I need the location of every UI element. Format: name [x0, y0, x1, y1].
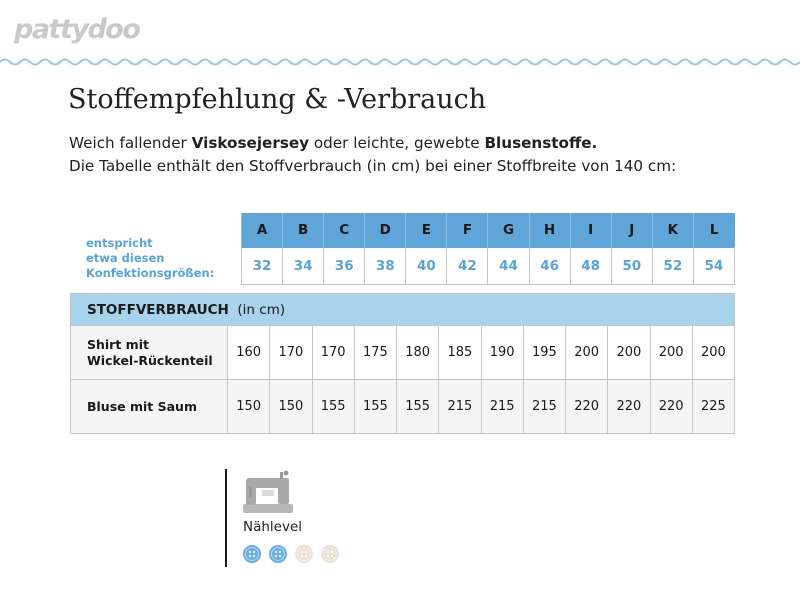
usage-cell: 225	[692, 380, 734, 434]
sewing-button-icon-filled	[268, 544, 288, 564]
usage-cell: 215	[523, 380, 565, 434]
brand-logo[interactable]: pattydoo	[14, 14, 140, 45]
intro-line-2: Die Tabelle enthält den Stoffverbrauch (in cm) bei einer Stoffbreite von 140 cm:	[69, 157, 677, 175]
intro-text	[69, 132, 676, 178]
size-number: 50	[611, 248, 652, 285]
table-row	[71, 326, 735, 380]
size-letter: E	[406, 213, 447, 248]
size-number: 44	[488, 248, 529, 285]
size-number: 32	[242, 248, 283, 285]
fabric-usage-table	[70, 293, 735, 434]
usage-cell: 180	[397, 326, 439, 380]
size-letter: I	[570, 213, 611, 248]
size-number: 36	[324, 248, 365, 285]
size-number: 34	[283, 248, 324, 285]
sewing-button-icon-empty	[320, 544, 340, 564]
usage-cell: 155	[312, 380, 354, 434]
size-table	[70, 213, 735, 285]
usage-cell: 220	[650, 380, 692, 434]
page-title: Stoffempfehlung & -Verbrauch	[68, 84, 487, 115]
usage-cell: 155	[354, 380, 396, 434]
size-letter: G	[488, 213, 529, 248]
size-letter: D	[365, 213, 406, 248]
intro-line-1: Weich fallender Viskosejersey oder leichte, gewebte Blusenstoffe.	[69, 134, 598, 152]
size-number: 54	[693, 248, 734, 285]
sewing-machine-icon	[242, 470, 294, 516]
size-number: 40	[406, 248, 447, 285]
size-letter: H	[529, 213, 570, 248]
usage-cell: 170	[312, 326, 354, 380]
size-number: 46	[529, 248, 570, 285]
usage-cell: 190	[481, 326, 523, 380]
size-legend: entspricht etwa diesen Konfektionsgrößen:	[86, 235, 215, 280]
usage-cell: 170	[270, 326, 312, 380]
usage-cell: 215	[481, 380, 523, 434]
size-number: 52	[652, 248, 693, 285]
usage-cell: 150	[270, 380, 312, 434]
usage-cell: 195	[523, 326, 565, 380]
size-number: 48	[570, 248, 611, 285]
usage-header: STOFFVERBRAUCH (in cm)	[71, 294, 735, 326]
wave-divider	[0, 55, 800, 69]
row-label: Bluse mit Saum	[71, 380, 228, 434]
usage-cell: 200	[608, 326, 650, 380]
usage-cell: 185	[439, 326, 481, 380]
size-letter: F	[447, 213, 488, 248]
usage-cell: 200	[692, 326, 734, 380]
size-letter: A	[242, 213, 283, 248]
divider-line	[225, 469, 227, 567]
sewing-button-icon-filled	[242, 544, 262, 564]
usage-cell: 160	[228, 326, 270, 380]
size-letter: J	[611, 213, 652, 248]
size-letter: C	[324, 213, 365, 248]
table-row	[71, 380, 735, 434]
size-letter: B	[283, 213, 324, 248]
row-label: Shirt mit Wickel-Rückenteil	[71, 326, 228, 380]
size-letter: L	[693, 213, 734, 248]
skill-level-rating	[242, 544, 340, 564]
usage-cell: 155	[397, 380, 439, 434]
usage-cell: 200	[650, 326, 692, 380]
skill-level-label: Nählevel	[243, 519, 303, 535]
usage-cell: 150	[228, 380, 270, 434]
size-number: 42	[447, 248, 488, 285]
sewing-button-icon-empty	[294, 544, 314, 564]
size-letter: K	[652, 213, 693, 248]
usage-cell: 175	[354, 326, 396, 380]
usage-cell: 220	[566, 380, 608, 434]
size-number: 38	[365, 248, 406, 285]
usage-cell: 215	[439, 380, 481, 434]
usage-cell: 220	[608, 380, 650, 434]
usage-cell: 200	[566, 326, 608, 380]
